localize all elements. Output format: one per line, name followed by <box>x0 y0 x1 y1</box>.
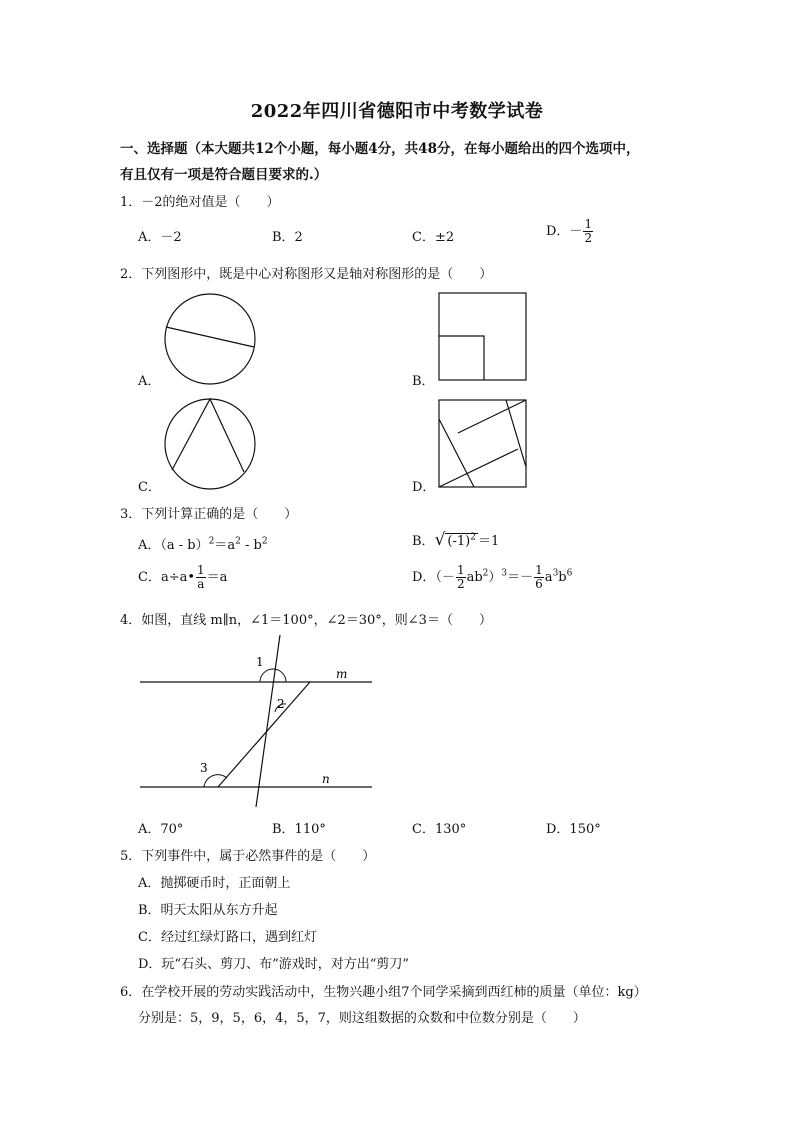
q1-option-c: C．±2 <box>412 230 455 245</box>
q3-d-exp-b: 2 <box>482 568 489 579</box>
q2-option-d-label: D． <box>412 480 436 495</box>
q3-d-numerator1: 1 <box>456 563 465 577</box>
q3-d-eq: ＝－ <box>507 570 534 585</box>
q3-a-expr3: - b <box>240 538 262 553</box>
q3-c-expr1: a÷a• <box>160 570 196 585</box>
q3-option-c <box>138 564 227 591</box>
q5-stem: 5．下列事件中，属于必然事件的是（ ） <box>120 849 376 864</box>
q3-d-fraction2 <box>534 564 544 591</box>
q2-option-c-label: C． <box>138 480 161 495</box>
q3-option-b <box>412 530 499 550</box>
q1-d-prefix: D．－ <box>546 224 583 239</box>
q1-stem: 1．－2的绝对值是（ ） <box>120 195 280 210</box>
q3-option-a <box>138 534 268 553</box>
q1-d-fraction <box>583 218 593 245</box>
q3-d-exp-a: 3 <box>552 568 559 579</box>
q3-b-label: B． <box>412 534 435 549</box>
q6-stem-line1: 6．在学校开展的劳动实践活动中，生物兴趣小组7个同学采摘到西红柿的质量（单位：kg） <box>120 985 647 1000</box>
q2-option-b-label: B． <box>412 374 435 389</box>
q2-figure-b <box>438 292 528 382</box>
q3-d-numerator2: 1 <box>535 563 543 577</box>
q3-d-exp3: 3 <box>501 568 508 579</box>
angle-3-label: 3 <box>200 761 208 775</box>
section-header-line1: 一、选择题（本大题共12个小题，每小题4分，共48分，在每小题给出的四个选项中， <box>120 141 640 157</box>
q1-d-numerator: 1 <box>584 217 593 231</box>
q3-c-denominator: a <box>197 577 205 591</box>
q1-option-b: B．2 <box>272 230 303 245</box>
q5-option-a: A．抛掷硬币时，正面朝上 <box>138 876 291 891</box>
q3-a-exp3: 2 <box>261 536 268 547</box>
q3-stem: 3．下列计算正确的是（ ） <box>120 507 298 522</box>
q3-option-d <box>412 564 572 591</box>
q1-option-a: A．－2 <box>138 230 182 245</box>
q3-d-fraction1 <box>456 564 466 591</box>
q3-a-label: A． <box>138 538 161 553</box>
q5-option-b: B．明天太阳从东方升起 <box>138 903 278 918</box>
q5-option-c: C．经过红绿灯路口，遇到红灯 <box>138 930 317 945</box>
q5-option-d: D．玩“石头、剪刀、布”游戏时，对方出“剪刀” <box>138 957 410 972</box>
q3-d-label: D．（－ <box>412 570 455 585</box>
q2-stem: 2．下列图形中，既是中心对称图形又是轴对称图形的是（ ） <box>120 267 493 282</box>
q3-d-denominator2: 6 <box>535 577 543 591</box>
angle-1-label: 1 <box>256 655 264 669</box>
q3-d-tail-a: a <box>544 570 553 585</box>
section-header-line2: 有且仅有一项是符合题目要求的.） <box>120 167 328 183</box>
line-m-label: m <box>336 667 348 681</box>
sqrt-icon: √ <box>434 530 446 550</box>
q3-a-expr1: （a - b） <box>160 538 209 553</box>
q3-d-exp-b2: 6 <box>566 568 573 579</box>
q4-option-a: A．70° <box>138 822 184 837</box>
q3-d-denominator1: 2 <box>456 577 465 591</box>
angle-1-arc <box>260 669 286 682</box>
q3-a-exp2: 2 <box>235 536 241 547</box>
q3-b-radicand: (-1) <box>447 534 471 549</box>
q2-figure-c <box>162 396 258 492</box>
q3-b-radicand-box <box>445 533 478 549</box>
q3-a-exp1: 2 <box>208 536 215 547</box>
q4-option-d: D．150° <box>546 822 601 837</box>
q1-d-denominator: 2 <box>584 231 593 245</box>
q3-b-rhs: ＝1 <box>477 534 500 549</box>
angle-2-label: 2 <box>277 697 285 711</box>
q4-figure <box>130 630 390 815</box>
q3-b-exp: 2 <box>470 532 476 543</box>
page-title: 2022年四川省德阳市中考数学试卷 <box>250 101 544 122</box>
q2-option-a-label: A． <box>138 374 161 389</box>
q1-option-d <box>546 218 594 245</box>
q3-d-tail-b: b <box>558 570 567 585</box>
q2-figure-d <box>438 399 528 489</box>
q6-stem-line2: 分别是：5，9，5，6，4，5，7，则这组数据的众数和中位数分别是（ ） <box>138 1011 586 1026</box>
q3-c-expr2: ＝a <box>206 570 228 585</box>
q3-c-numerator: 1 <box>197 563 205 577</box>
q4-option-c: C．130° <box>412 822 467 837</box>
q3-c-label: C． <box>138 570 161 585</box>
q3-c-fraction <box>196 564 206 591</box>
q3-d-close: ） <box>488 570 502 585</box>
q4-option-b: B．110° <box>272 822 326 837</box>
q4-stem: 4．如图，直线 m∥n，∠1＝100°，∠2＝30°，则∠3＝（ ） <box>120 613 492 628</box>
q2-figure-a <box>162 291 258 387</box>
q3-d-mid: ab <box>466 570 483 585</box>
q3-a-expr2: ＝a <box>214 538 236 553</box>
transversal-2 <box>218 682 310 787</box>
line-n-label: n <box>322 772 330 786</box>
